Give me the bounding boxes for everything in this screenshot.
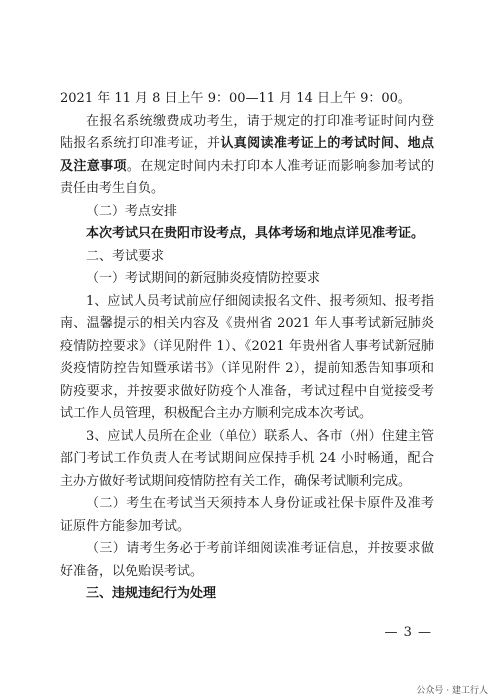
section-exam-requirements-heading: 二、考试要求 bbox=[86, 248, 165, 264]
page-number: — 3 — bbox=[384, 625, 432, 640]
watermark-text: 公众号 · 建工行人 bbox=[416, 686, 488, 696]
id-document-requirement: （二）考生在考试当天须持本人身份证或社保卡原件及准考证原件方能参加考试。 bbox=[60, 496, 434, 534]
requirement-item-3: 3、应试人员所在企业（单位）联系人、各市（州）住建主管部门考试工作负责人在考试期间应保持手机 24 小时畅通，配合主办方做好考试期间疫情防控有关工作，确保考试顺利完成。 bbox=[60, 428, 434, 489]
admit-card-notice-part2: 。在规定时间内未打印本人准考证而影响参加考试的责任由考生自负。 bbox=[60, 158, 434, 196]
subsection-covid-requirements-heading: （一）考试期间的新冠肺炎疫情防控要求 bbox=[86, 271, 321, 286]
section-violations-heading: 三、违规违纪行为处理 bbox=[86, 586, 217, 601]
exam-sites-notice: 本次考试只在贵阳市设考点，具体考场和地点详见准考证。 bbox=[86, 226, 425, 241]
admit-card-reading-requirement: （三）请考生务必于考前详细阅读准考证信息，并按要求做好准备，以免贻误考试。 bbox=[60, 541, 434, 579]
section-exam-sites-heading: （二）考点安排 bbox=[86, 203, 178, 219]
exam-date-range: 2021 年 11 月 8 日上午 9：00—11 月 14 日上午 9：00。 bbox=[60, 91, 411, 106]
admit-card-notice-part1: 在报名系统缴费成功考生，请于规定的打印准考证时间内登陆报名系统打印准考证，并 bbox=[60, 113, 434, 151]
document-body bbox=[60, 88, 434, 606]
admit-card-notice-emphasis: 认真阅读准考证上的考试时间、地点及注意事项 bbox=[60, 136, 434, 174]
requirement-item-1: 1、应试人员考试前应仔细阅读报名文件、报考须知、报考指南、温馨提示的相关内容及《贵州省 2021 年人事考试新冠肺炎疫情防控要求》（详见附件 1）、《2021 年贵州省人事考试新冠肺炎疫情防控告知暨承诺书》（详见附件 2），提前知悉告知事项和防疫要求，并按要求做好防疫个人准备，考试过程中自觉接受考试工作人员管理，积极配合主办方顺利完成本次考试。 bbox=[60, 293, 434, 421]
admit-card-print-notice bbox=[60, 111, 434, 201]
